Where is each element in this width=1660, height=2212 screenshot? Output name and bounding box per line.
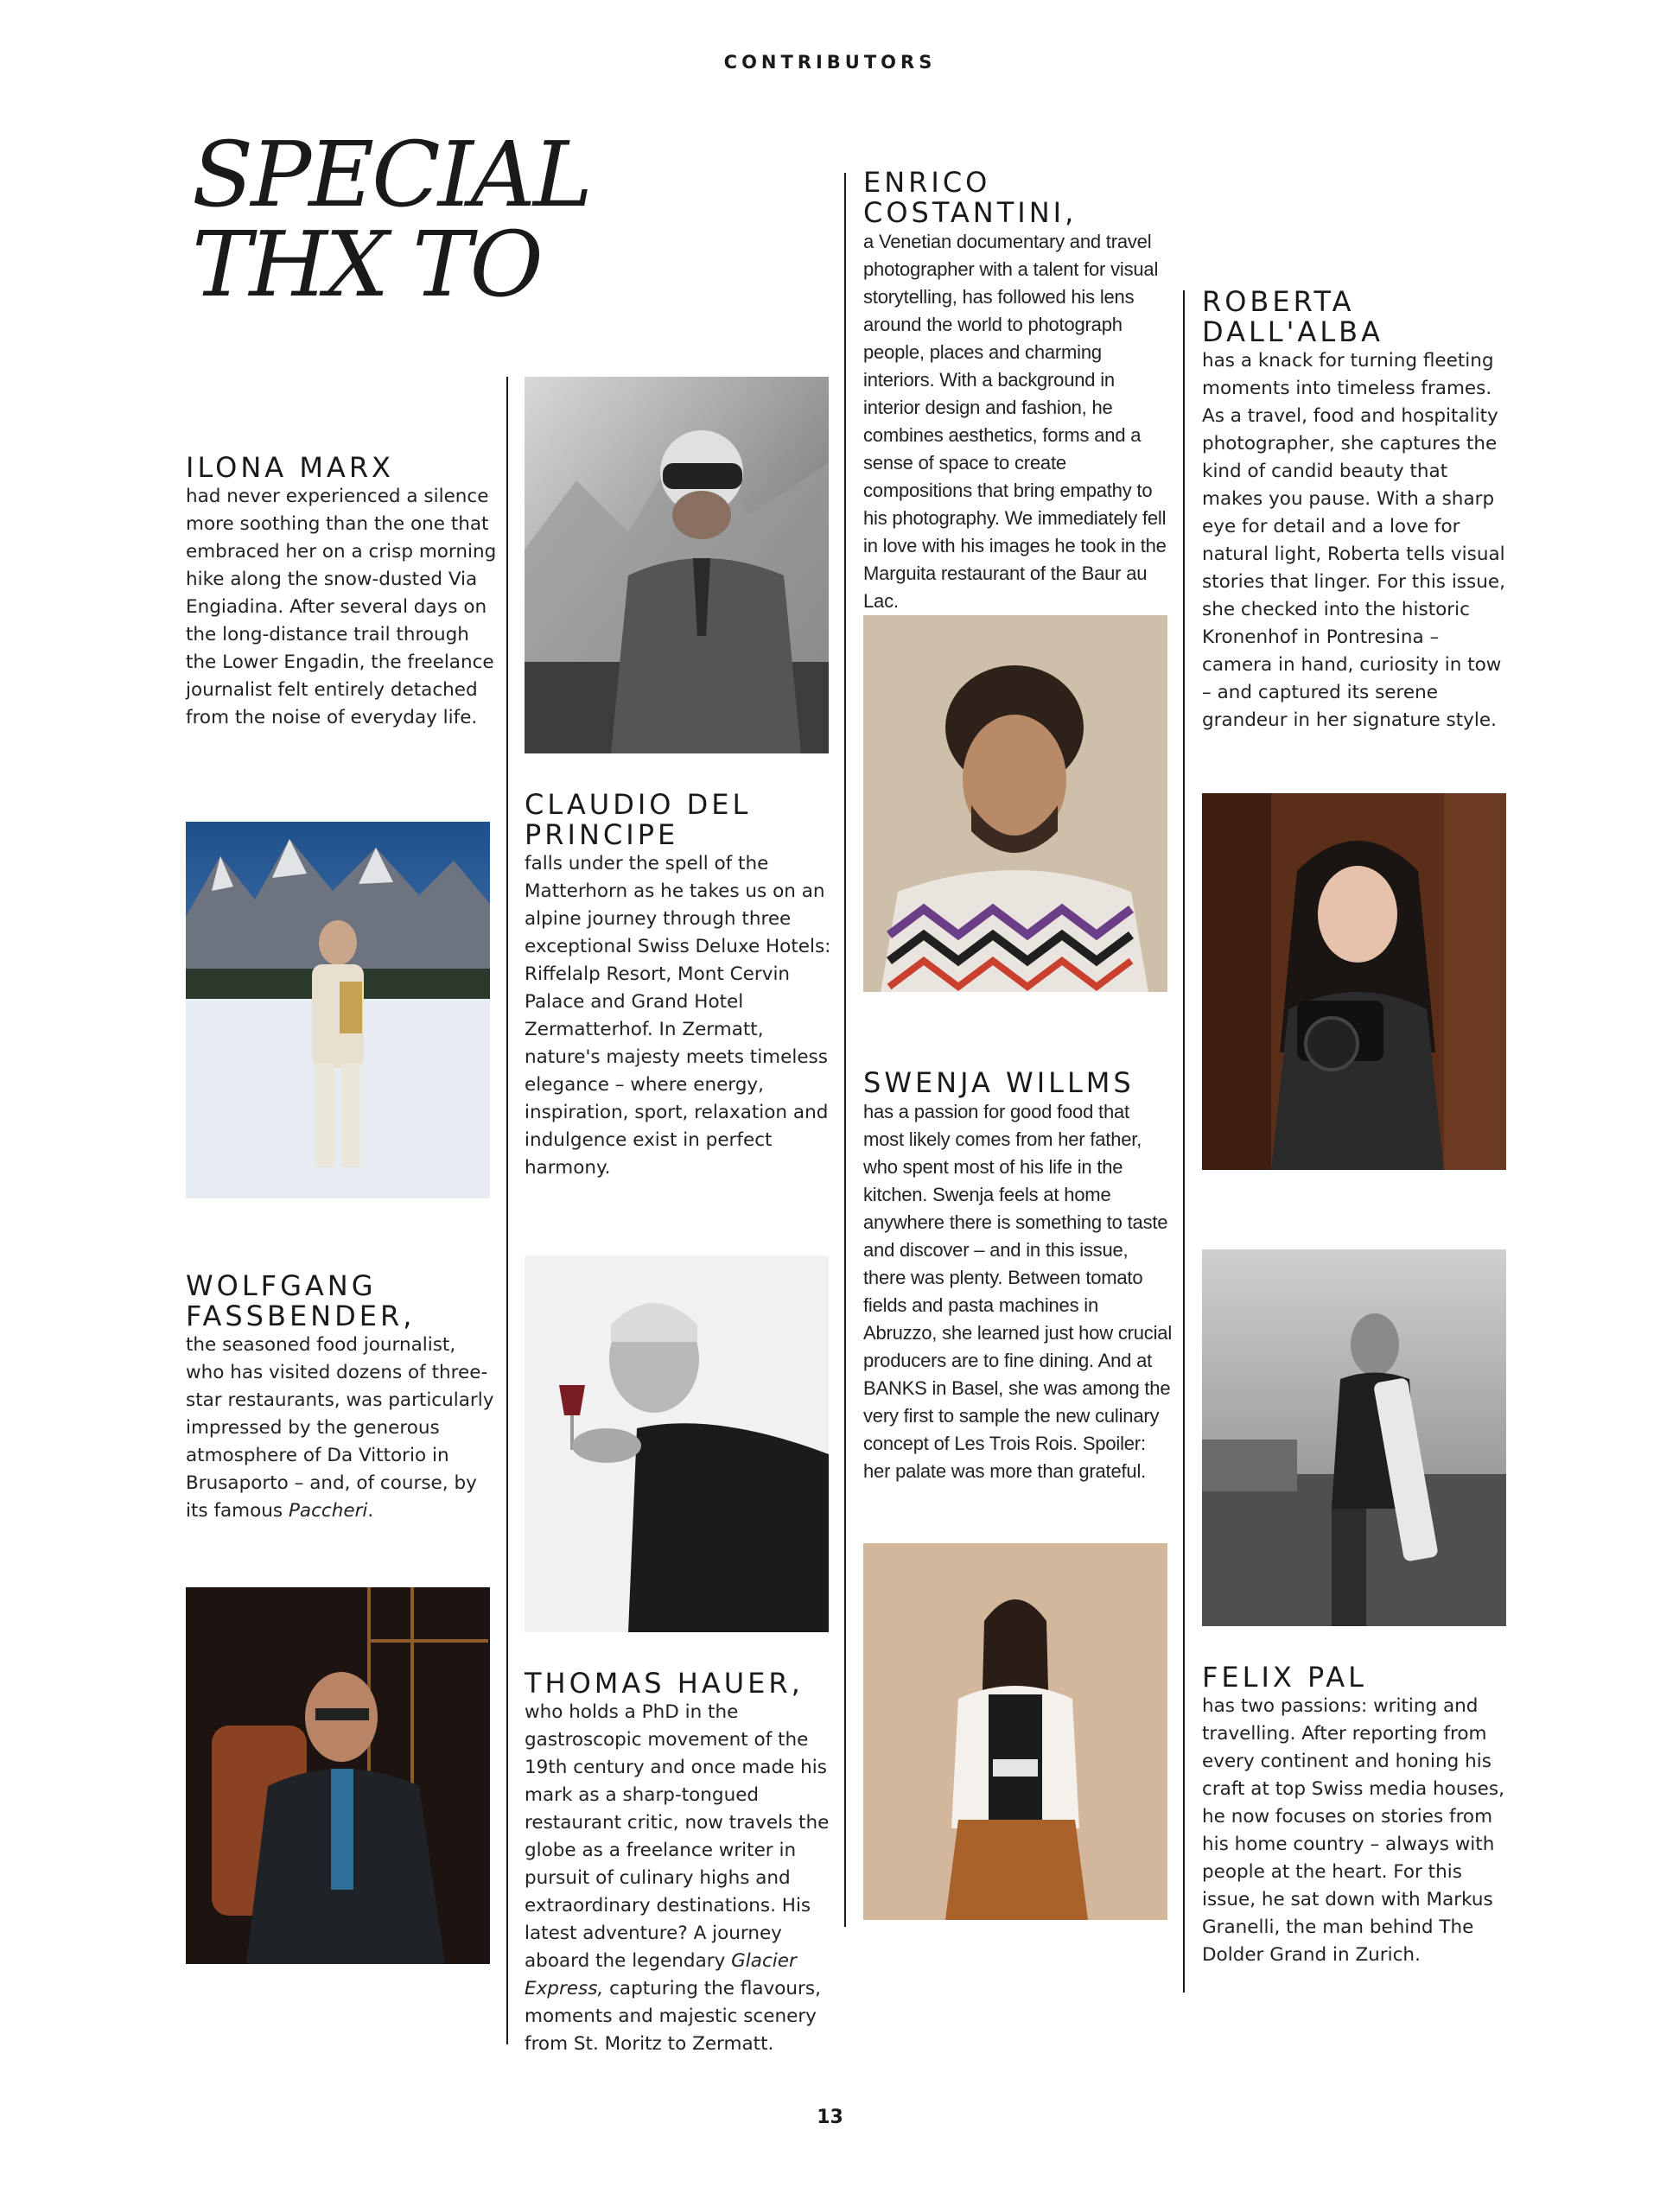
contributor-bio: has a passion for good food that most likely comes from her father, who spent most of his life in the kitchen. Swenja feels at home anywhere there is something to taste and discover – and in this issue, there was plenty. Between tomato fields and pasta machines in Abruzzo, she learned just how crucial producers are to fine dining. And at BANKS in Basel, she was among the very first to sample the new culinary concept of Les Trois Rois. Spoiler: her palate was more than grateful. bbox=[863, 1101, 1173, 1482]
contributor-bio: had never experienced a silence more soothing than the one that embraced her on a crisp morning hike along the snow-dusted Via Engiadina. After several days on the long-distance trail through the Lower Engadin, the freelance journalist felt entirely detached from the noise of everyday life. bbox=[186, 486, 497, 728]
photo-felix-pal bbox=[1202, 1249, 1506, 1626]
contributor-enrico-costantini bbox=[863, 168, 1174, 615]
contributor-name: ENRICO COSTANTINI, bbox=[863, 166, 1078, 229]
contributor-wolfgang-fassbender bbox=[186, 1271, 497, 1525]
column-divider-1 bbox=[506, 377, 508, 2044]
contributor-name: SWENJA WILLMS bbox=[863, 1066, 1135, 1099]
contributor-name: WOLFGANG FASSBENDER, bbox=[186, 1269, 416, 1332]
contributor-name: ILONA MARX bbox=[186, 451, 394, 484]
contributor-ilona-marx bbox=[186, 453, 497, 732]
contributor-thomas-hauer bbox=[525, 1669, 836, 2058]
contributor-bio: falls under the spell of the Matterhorn as he takes us on an alpine journey through three exceptional Swiss Deluxe Hotels: Riffelalp Resort, Mont Cervin Palace and Grand Hotel Zermatterhof. In Zermatt, nature's majesty meets timeless elegance – where energy, inspiration, sport, relaxation and indulgence exist in perfect harmony. bbox=[525, 853, 831, 1179]
section-label: CONTRIBUTORS bbox=[723, 52, 937, 73]
photo-swenja-willms bbox=[863, 1543, 1167, 1920]
contributor-name: THOMAS HAUER, bbox=[525, 1667, 804, 1700]
photo-ilona-marx bbox=[186, 822, 490, 1198]
photo-enrico-costantini bbox=[863, 615, 1167, 992]
contributor-name: FELIX PAL bbox=[1202, 1661, 1367, 1694]
photo-roberta-dallalba bbox=[1202, 793, 1506, 1170]
contributor-bio: who holds a PhD in the gastroscopic movement of the 19th century and once made his mark as a sharp-tongued restaurant critic, now travels the globe as a freelance writer in pursuit of culinary highs and extraordinary destinations. His latest adventure? A journey aboard the legendary Glacier Express, capturing the flavours, moments and majestic scenery from St. Moritz to Zermatt. bbox=[525, 1701, 830, 2055]
contributor-roberta-dallalba bbox=[1202, 287, 1513, 734]
contributor-bio: has a knack for turning fleeting moments into timeless frames. As a travel, food and hospitality photographer, she captures the kind of candid beauty that makes you pause. With a sharp eye for detail and a love for natural light, Roberta tells visual stories that linger. For this issue, she checked into the historic Kronenhof in Pontresina – camera in hand, curiosity in tow – and captured its serene grandeur in her signature style. bbox=[1202, 350, 1505, 731]
contributor-claudio-del-principe bbox=[525, 790, 836, 1182]
page-title-line-2: THX TO bbox=[192, 212, 541, 317]
contributor-bio: the seasoned food journalist, who has visited dozens of three-star restaurants, was particularly impressed by the generous atmosphere of Da Vittorio in Brusaporto – and, of course, by its famous Paccheri. bbox=[186, 1334, 494, 1522]
photo-thomas-hauer bbox=[525, 1255, 829, 1632]
contributor-bio: a Venetian documentary and travel photographer with a talent for visual storytelling, has followed his lens around the world to photograph people, places and charming interiors. With a background in interior design and fashion, he combines aesthetics, forms and a sense of space to create compositions that bring empathy to his photography. We immediately fell in love with his images he took in the Marguita restaurant of the Baur au Lac. bbox=[863, 231, 1167, 612]
page-title-line-1: SPECIAL bbox=[192, 122, 590, 227]
contributor-swenja-willms bbox=[863, 1068, 1174, 1485]
contributor-name: ROBERTA DALL'ALBA bbox=[1202, 285, 1383, 348]
contributor-bio: has two passions: writing and travelling. After reporting from every continent and honing his craft at top Swiss media houses, he now focuses on stories from his home country – always with people at the heart. For this issue, he sat down with Markus Granelli, the man behind The Dolder Grand in Zurich. bbox=[1202, 1695, 1504, 1966]
column-divider-2 bbox=[844, 173, 846, 1927]
photo-claudio-del-principe bbox=[525, 377, 829, 753]
contributor-felix-pal bbox=[1202, 1662, 1513, 1969]
contributor-name: CLAUDIO DEL PRINCIPE bbox=[525, 788, 752, 851]
column-divider-3 bbox=[1183, 290, 1185, 1993]
photo-wolfgang-fassbender bbox=[186, 1587, 490, 1964]
page-number: 13 bbox=[817, 2107, 843, 2128]
page-title bbox=[192, 122, 590, 317]
